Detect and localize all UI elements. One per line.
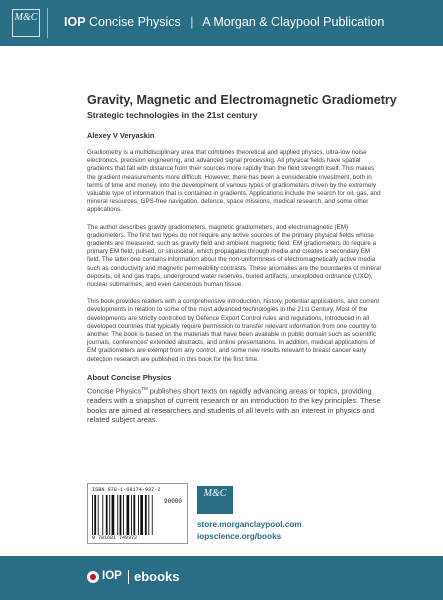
header-brand: IOP [64,15,86,29]
author-name: Alexey V Veryaskin [87,131,155,140]
back-cover-text [87,93,397,425]
morgan-claypool-logo-icon: M&C [12,9,40,37]
footer-brand: IOP [102,570,122,582]
barcode-number: 9 781681 749372 [92,535,138,541]
iop-logo-icon [87,571,99,583]
about-heading: About Concise Physics [87,372,172,382]
isbn-barcode [87,483,188,544]
price-code: 90000 [164,498,183,505]
header-title [64,15,384,29]
footer-divider [128,570,129,584]
blurb-paragraph-1: Gradiometry is a multidisciplinary area that combines theoretical and applied physics, ultra-low noise electronics, precision engineering, and advanced signal processing. All physical fields have spatial gradients that fall with distance from their sources more rapidly than the field strength itself. This makes the gradient measurements more difficult. However, there has been a considerable investment, both in terms of time and money, into the development of various types of gradiometers driven by the extremely valuable type of information that is contained in gradients. Applications include the search for oil, gas, and mineral resources, GPS-free navigation, defence, space missions, medical research, and some other applications. [87,149,381,214]
store-logo-icon: M&C [197,486,233,514]
store-link[interactable]: store.morganclaypool.com [197,520,302,529]
header-bar [0,0,443,46]
book-title: Gravity, Magnetic and Electromagnetic Gradiometry [87,93,397,107]
header-separator: | [190,15,194,29]
trademark: TM [141,385,148,391]
about-body: publishes short texts on rapidly advancing areas or topics, providing readers with a snapshot of current research or an introduction to the key principles. These books are aimed at researchers and students of all levels with an interest in physics and related subject areas. [87,386,381,425]
header-series: Concise Physics [89,15,181,29]
blurb-paragraph-2: The author describes gravity gradiometers, magnetic gradiometers, and electromagnetic (EM) gradiometers. The first two types do not require any active sources of the primary physical fields whose gradients are measured, such as gravity field and ambient magnetic field. EM gradiometers do require a primary EM field, pulsed, or sinusoidal, which propagates through media and creates a secondary EM field. The latter one contains information about the non-uniformness of electromagnetically active media such as conductivity and magnetic permeability contrasts. These anomalies are the boundaries of mineral deposits, oil and gas traps, underground water reserves, buried artifacts, unexploded ordnance (UXO), nuclear submarines, and even cancerous human tissue. [87,223,381,289]
about-text [87,384,381,425]
blurb-paragraph-3: This book provides readers with a comprehensive introduction, history, potential applications, and current developments in relation to some of the most advanced technologies in the 21st Century. Most of the developments are strictly controlled by Defence Export Control rules and regulations, introduced in all developed countries that typically require permission to transfer relevant information from one country to another. The book is based on the materials that have been available in public domain such as scientific journals, conferences' extended abstracts, and online presentations. In addition, medical applications of EM gradiometers are exempt from any control, and some new results relevant to breast cancer early detection research are published in this book for the first time. [87,298,380,363]
isbn-label: ISBN 978-1-68174-937-2 [92,487,161,493]
footer-product: ebooks [134,569,180,584]
about-lead: Concise Physics [87,386,142,396]
footer-bar [0,556,443,600]
barcode-bars [92,495,185,535]
header-publisher: A Morgan & Claypool Publication [202,15,385,29]
header-divider [47,8,48,38]
book-subtitle: Strategic technologies in the 21st century [87,110,258,120]
iopscience-link[interactable]: iopscience.org/books [197,532,282,541]
